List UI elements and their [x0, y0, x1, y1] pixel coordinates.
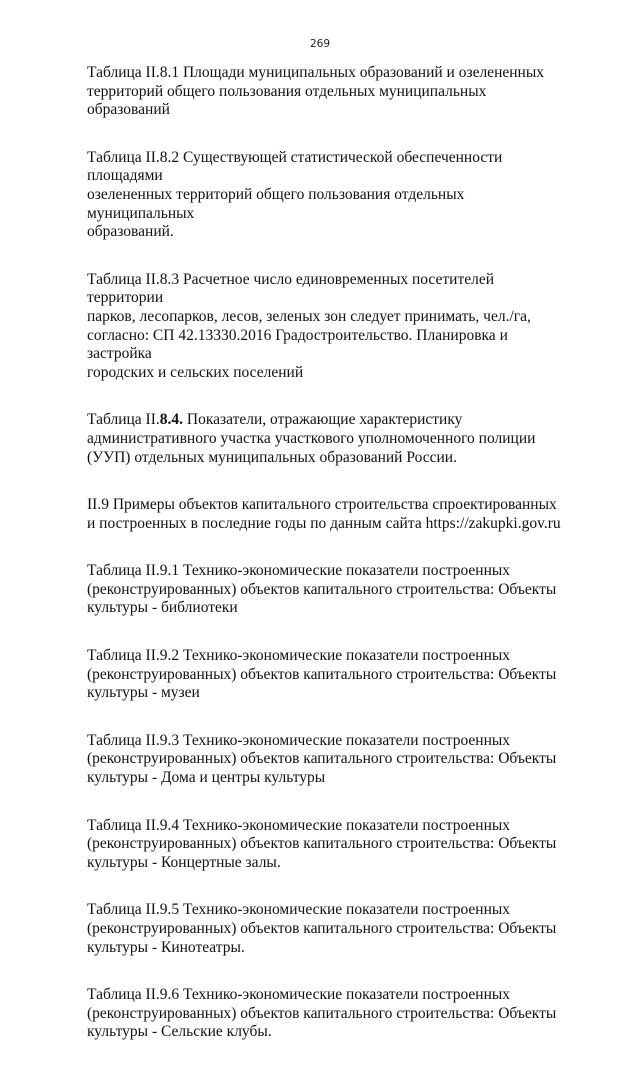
table-caption-2-8-1: Таблица II.8.1 Площади муниципальных образований и озелененных территорий общего пользования отдельных муниципальных образований [87, 64, 544, 119]
caption-prefix: Таблица II. [87, 411, 160, 429]
caption-bold-number: 8.4. [159, 411, 183, 429]
page-number: 269 [309, 38, 331, 50]
table-caption-2-9-2: Таблица II.9.2 Технико-экономические показатели построенных (реконструированных) объектов капитального строительства: Объекты культуры - музеи [87, 647, 557, 702]
caption-rest: Показатели, отражающие характеристику административного участка участкового уполномоченного полиции (УУП) отдельных муниципальных образований России. [87, 411, 536, 466]
section-heading-2-9: II.9 Примеры объектов капитального строительства спроектированных и построенных в последние годы по данным сайта https://zakupki.gov.ru [87, 496, 561, 532]
table-caption-2-9-4: Таблица II.9.4 Технико-экономические показатели построенных (реконструированных) объектов капитального строительства: Объекты культуры - Концертные залы. [87, 816, 557, 871]
table-caption-2-9-1: Таблица II.9.1 Технико-экономические показатели построенных (реконструированных) объектов капитального строительства: Объекты культуры - библиотеки [87, 562, 557, 617]
table-caption-2-8-4 [87, 411, 567, 467]
table-caption-2-8-2: Таблица II.8.2 Существующей статистической обеспеченности площадями озелененных территорий общего пользования отдельных муниципальных образований. [87, 148, 503, 241]
table-caption-2-8-3: Таблица II.8.3 Расчетное число единовременных посетителей территории парков, лесопарков, лесов, зеленых зон следует принимать, чел./га, согласно: СП 42.13330.2016 Градостроительство. Планировка и застройка городских и сельских поселений [87, 270, 531, 381]
table-caption-2-9-5: Таблица II.9.5 Технико-экономические показатели построенных (реконструированных) объектов капитального строительства: Объекты культуры - Кинотеатры. [87, 901, 557, 956]
table-caption-2-9-6: Таблица II.9.6 Технико-экономические показатели построенных (реконструированных) объектов капитального строительства: Объекты культуры - Сельские клубы. [87, 986, 557, 1041]
table-caption-2-9-3: Таблица II.9.3 Технико-экономические показатели построенных (реконструированных) объектов капитального строительства: Объекты культуры - Дома и центры культуры [87, 731, 557, 787]
document-body [87, 64, 567, 1071]
